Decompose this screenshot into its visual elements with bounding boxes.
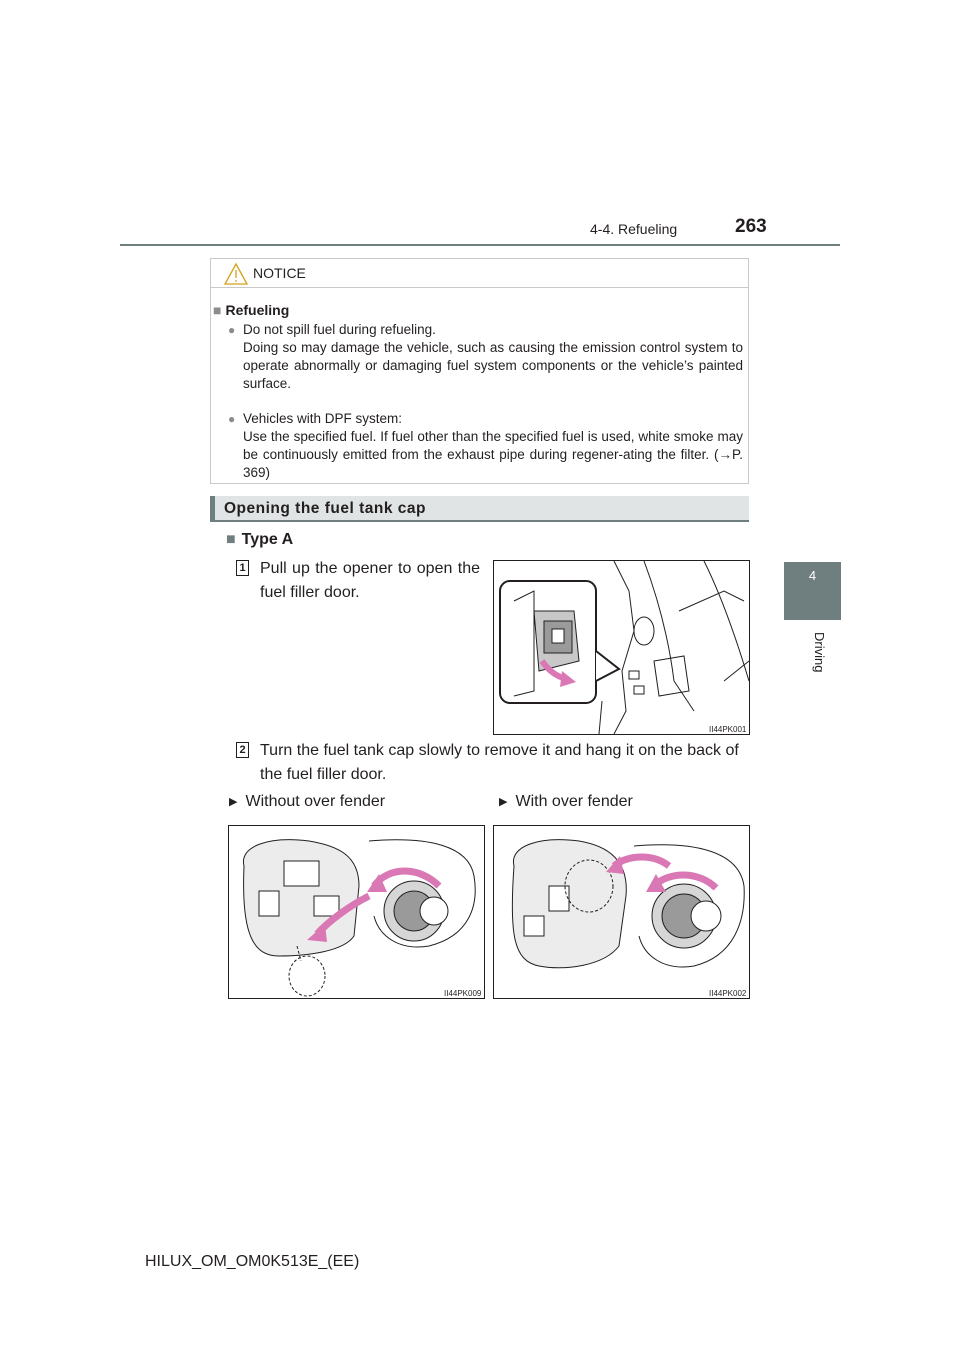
triangle-bullet-icon: ▶ bbox=[229, 796, 238, 808]
warning-triangle-icon bbox=[224, 263, 248, 285]
step-number: 2 bbox=[236, 742, 249, 758]
triangle-bullet-icon: ▶ bbox=[499, 796, 508, 808]
figure-without-over-fender bbox=[228, 825, 485, 999]
type-heading bbox=[226, 531, 293, 549]
circle-bullet-icon: ● bbox=[228, 412, 236, 426]
notice-subheading-text: Refueling bbox=[225, 302, 290, 318]
fuel-cap-illustration bbox=[494, 826, 749, 998]
notice-item: Do not spill fuel during refueling. Doing so may damage the vehicle, such as causing the emission control system to operate abnormally or damaging fuel system components or the vehicle’s painted surface. bbox=[243, 322, 743, 391]
caption-with-over-fender bbox=[499, 793, 633, 811]
square-bullet-icon: ■ bbox=[226, 531, 236, 548]
header-rule bbox=[120, 244, 840, 246]
square-bullet-icon: ■ bbox=[213, 302, 222, 318]
fuel-cap-illustration bbox=[229, 826, 484, 998]
chapter-label: Driving bbox=[812, 632, 827, 673]
notice-title: NOTICE bbox=[253, 265, 306, 281]
figure-id: II44PK009 bbox=[444, 989, 482, 998]
figure-id: II44PK001 bbox=[709, 725, 747, 734]
step-text: Turn the fuel tank cap slowly to remove it and hang it on the back of the fuel filler door. bbox=[260, 742, 739, 783]
circle-bullet-icon: ● bbox=[228, 323, 236, 337]
caption-text: Without over fender bbox=[245, 793, 386, 810]
page-number: 263 bbox=[735, 216, 767, 237]
section-title: Opening the fuel tank cap bbox=[224, 500, 426, 517]
figure-fuel-opener bbox=[493, 560, 750, 735]
notice-subheading bbox=[213, 302, 289, 318]
caption-without-over-fender bbox=[229, 793, 385, 811]
figure-with-over-fender bbox=[493, 825, 750, 999]
notice-item: Vehicles with DPF system: Use the specified fuel. If fuel other than the specified fuel is used, white smoke may be continuously emitted from the exhaust pipe during regener-ating the filter. (→P. 369) bbox=[243, 411, 743, 480]
type-heading-text: Type A bbox=[241, 531, 294, 548]
step-number: 1 bbox=[236, 560, 249, 576]
section-header: 4-4. Refueling bbox=[590, 221, 678, 237]
fuel-opener-illustration bbox=[494, 561, 749, 734]
caption-text: With over fender bbox=[515, 793, 633, 810]
document-code-footer: HILUX_OM_OM0K513E_(EE) bbox=[145, 1253, 360, 1270]
step-text: Pull up the opener to open the fuel filler door. bbox=[260, 560, 480, 601]
figure-id: II44PK002 bbox=[709, 989, 747, 998]
chapter-number: 4 bbox=[808, 568, 817, 583]
